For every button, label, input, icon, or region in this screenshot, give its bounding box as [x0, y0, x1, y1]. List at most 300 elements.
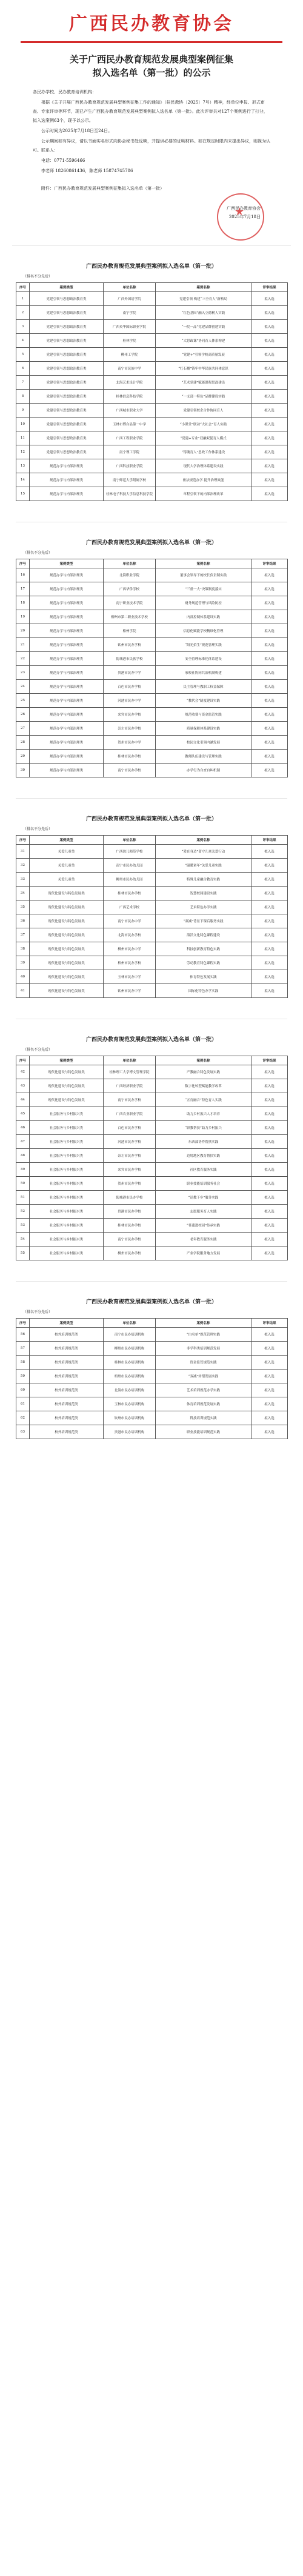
table-cell: 59	[16, 1370, 30, 1383]
table-cell: 21	[16, 638, 30, 652]
table-cell: 现代化建设与特色发展类	[30, 970, 104, 984]
table-cell: 志愿服务育人实践	[156, 1205, 251, 1219]
column-header: 单位名称	[104, 1319, 156, 1328]
table-cell: 拟入选	[251, 873, 288, 887]
table-cell: 12	[16, 445, 30, 459]
page-separator	[16, 1281, 287, 1282]
table-cell: 拟入选	[251, 722, 288, 736]
column-header: 序号	[16, 559, 30, 568]
column-header: 案例名称	[156, 836, 251, 845]
table-cell: 拟入选	[251, 845, 288, 859]
table-cell: 体育特色发展实践	[156, 970, 251, 984]
table-cell: 27	[16, 722, 30, 736]
table-cell: 拟入选	[251, 1079, 288, 1093]
table-cell: 贺州市民办中学	[104, 736, 156, 750]
table-cell: 职业技能培训服务社会	[156, 1177, 251, 1191]
table-cell: 党建引领与思想政治教育类	[30, 418, 104, 431]
table-cell: 贵港市民办中学	[104, 666, 156, 680]
table-cell: 拟入选	[251, 1191, 288, 1205]
column-header: 序号	[16, 836, 30, 845]
table-cell: 20	[16, 624, 30, 638]
table-header-row	[16, 283, 288, 292]
table-cell: 来宾市民办学校	[104, 1163, 156, 1177]
table-cell: 拟入选	[251, 859, 288, 873]
table-cell: 40	[16, 970, 30, 984]
table-cell: 拟入选	[251, 942, 288, 956]
table-cell: 党建引领与思想政治教育类	[30, 362, 104, 376]
table-cell: 南宁市民办学校	[104, 1093, 156, 1107]
table-row	[16, 708, 288, 722]
table-row	[16, 1328, 288, 1342]
section-subtitle: （排名不分先后）	[23, 1048, 53, 1052]
table-row	[16, 1356, 288, 1370]
table-cell: 艺术培训规范办学实践	[156, 1383, 251, 1397]
attachment-sections	[0, 262, 303, 1439]
column-header: 评审结果	[251, 1319, 288, 1328]
section-title: 广西民办教育规范发展典型案例拟入选名单（第一批）	[85, 1037, 217, 1043]
table-cell: 老年教育服务实践	[156, 1233, 251, 1246]
table-cell: 23	[16, 666, 30, 680]
table-cell: 28	[16, 736, 30, 750]
column-header: 单位名称	[104, 1056, 156, 1065]
table-cell: 55	[16, 1246, 30, 1260]
table-cell: 拟入选	[251, 764, 288, 777]
table-row	[16, 942, 288, 956]
section-subtitle: （排名不分先后）	[23, 827, 53, 831]
table-cell: 广西科技职业学院	[104, 459, 156, 473]
table-header-row	[16, 1056, 288, 1065]
table-cell: 梧州市民办培训机构	[104, 1370, 156, 1383]
column-header: 单位名称	[104, 836, 156, 845]
table-cell: 柳州工学院	[104, 348, 156, 362]
table-cell: 教师队伍建设与管理实践	[156, 750, 251, 764]
table-cell: “非遗进校园”传承实践	[156, 1219, 251, 1233]
table-row	[16, 1246, 288, 1260]
table-cell: 拟入选	[251, 390, 288, 404]
attachment-section	[16, 538, 287, 799]
table-cell: 拟入选	[251, 1246, 288, 1260]
column-header: 评审结果	[251, 283, 288, 292]
table-cell: 32	[16, 859, 30, 873]
table-cell: 规范办学与内部治理类	[30, 582, 104, 596]
table-cell: 规范办学与内部治理类	[30, 708, 104, 722]
table-cell: 产业学院服务地方发展	[156, 1246, 251, 1260]
table-cell: 关爱儿童类	[30, 873, 104, 887]
notice-body	[33, 88, 270, 193]
table-cell: 现代化建设与特色发展类	[30, 984, 104, 998]
table-cell: 63	[16, 1425, 30, 1439]
table-cell: 党建引领与思想政治教育类	[30, 445, 104, 459]
table-cell: 拟入选	[251, 1356, 288, 1370]
table-cell: 信息化赋能学校精细化管理	[156, 624, 251, 638]
table-cell: 拟入选	[251, 292, 288, 306]
title-line-1: 关于广西民办教育规范发展典型案例征集	[69, 54, 233, 65]
table-row	[16, 306, 288, 320]
table-cell: “铸魂育人”思政工作体系建设	[156, 445, 251, 459]
table-cell: 拟入选	[251, 473, 288, 487]
table-cell: 拟入选	[251, 1093, 288, 1107]
table-cell: “大思政课”协同育人体系构建	[156, 334, 251, 348]
table-cell: 拟入选	[251, 666, 288, 680]
table-row	[16, 596, 288, 610]
red-divider	[21, 41, 282, 43]
table-cell: “红色基因”融入立德树人实践	[156, 306, 251, 320]
table-row	[16, 970, 288, 984]
table-cell: “红石榴”铸牢中华民族共同体意识	[156, 362, 251, 376]
table-row	[16, 418, 288, 431]
table-cell: 拟入选	[251, 1163, 288, 1177]
table-cell: 38	[16, 942, 30, 956]
table-cell: 57	[16, 1342, 30, 1356]
table-cell: “五育融合”特色育人实践	[156, 1093, 251, 1107]
table-cell: 现代化建设与特色发展类	[30, 942, 104, 956]
table-cell: 拟入选	[251, 334, 288, 348]
table-row	[16, 873, 288, 887]
table-cell: 54	[16, 1233, 30, 1246]
table-cell: 14	[16, 473, 30, 487]
table-cell: 北海市民办学校	[104, 928, 156, 942]
column-header: 序号	[16, 1319, 30, 1328]
table-cell: 劳动教育特色课程实践	[156, 956, 251, 970]
table-cell: 崇左市民办学校	[104, 1149, 156, 1163]
table-cell: 校外培训规范类	[30, 1328, 104, 1342]
table-cell: 党建引领与思想政治教育类	[30, 306, 104, 320]
table-cell: 51	[16, 1191, 30, 1205]
table-cell: 职业技能培训规范实践	[156, 1425, 251, 1439]
table-cell: 拟入选	[251, 306, 288, 320]
table-cell: 6	[16, 362, 30, 376]
table-cell: 30	[16, 764, 30, 777]
table-cell: 科技培训规范实践	[156, 1411, 251, 1425]
table-cell: 拟入选	[251, 348, 288, 362]
table-cell: 53	[16, 1219, 30, 1233]
table-row	[16, 362, 288, 376]
table-cell: 桂林市民办学校	[104, 887, 156, 900]
table-row	[16, 928, 288, 942]
table-cell: 防城港市民族学校	[104, 652, 156, 666]
table-row	[16, 1370, 288, 1383]
table-cell: 桂林理工大学博文管理学院	[104, 1065, 156, 1079]
table-cell: 规范办学与内部治理类	[30, 750, 104, 764]
table-cell: 党建引领与思想政治教育类	[30, 431, 104, 445]
table-cell: 安全管理标准化体系建设	[156, 652, 251, 666]
paragraph: 公示期间如有异议，请以书面实名形式向协会秘书处反映，并提供必要的证明材料。如在规定时限内未提出异议，则视为认可。联系人：	[33, 139, 270, 153]
table-row	[16, 638, 288, 652]
table-cell: 党建引领校企合作协同育人	[156, 404, 251, 418]
section-title: 广西民办教育规范发展典型案例拟入选名单（第一批）	[85, 816, 217, 822]
table-row	[16, 459, 288, 473]
signature-date: 2025年7月18日	[228, 215, 261, 219]
table-cell: 梧州学院	[104, 624, 156, 638]
table-cell: “党建+”引领学校高质量发展	[156, 348, 251, 362]
table-cell: 校外培训规范类	[30, 1342, 104, 1356]
table-cell: 36	[16, 914, 30, 928]
table-row	[16, 348, 288, 362]
table-cell: 现代大学治理体系建设实践	[156, 459, 251, 473]
table-cell: 党建引领与思想政治教育类	[30, 390, 104, 404]
table-cell: 章程引领下的内部治理改革	[156, 487, 251, 501]
table-row	[16, 582, 288, 596]
table-header-row	[16, 836, 288, 845]
table-cell: 社会服务与乡村振兴类	[30, 1233, 104, 1246]
table-cell: 61	[16, 1397, 30, 1411]
table-cell: “爱在身边”留守儿童关爱行动	[156, 845, 251, 859]
page-separator	[12, 245, 291, 246]
table-cell: 现代化建设与特色发展类	[30, 1093, 104, 1107]
table-cell: 拟入选	[251, 750, 288, 764]
table-cell: 桂林市民办培训机构	[104, 1356, 156, 1370]
table-cell: 拟入选	[251, 1205, 288, 1219]
table-cell: 南宁市民族中学	[104, 362, 156, 376]
table-cell: 62	[16, 1411, 30, 1425]
table-cell: “温暖童年”关爱儿童实践	[156, 859, 251, 873]
attachment-section	[16, 262, 287, 522]
table-cell: 数字化转型赋能教学改革	[156, 1079, 251, 1093]
column-header: 案例名称	[156, 1319, 251, 1328]
signature-org: 广西民办教育协会	[227, 206, 261, 211]
table-cell: 南宁市民办中学	[104, 914, 156, 928]
table-cell: 46	[16, 1121, 30, 1135]
table-cell: 河池市民办学校	[104, 1135, 156, 1149]
table-cell: 智慧校园建设实践	[156, 887, 251, 900]
table-cell: 52	[16, 1205, 30, 1219]
table-row	[16, 1425, 288, 1439]
table-row	[16, 487, 288, 501]
table-cell: 桂林电子科技大学信息科技学院	[104, 487, 156, 501]
table-cell: 依法规范办学 提升治理效能	[156, 473, 251, 487]
paragraph: 公示时间为2025年7月18日至24日。	[41, 128, 113, 133]
table-cell: 广西幼儿师范学校	[104, 845, 156, 859]
table-cell: 规范办学与内部治理类	[30, 652, 104, 666]
table-cell: 11	[16, 431, 30, 445]
table-cell: 资金监管规范实践	[156, 1356, 251, 1370]
table-cell: 拟入选	[251, 582, 288, 596]
column-header: 案例类型	[30, 1056, 104, 1065]
column-header: 案例类型	[30, 1319, 104, 1328]
table-cell: 拟入选	[251, 1065, 288, 1079]
column-header: 案例名称	[156, 1056, 251, 1065]
table-row	[16, 736, 288, 750]
table-row	[16, 1411, 288, 1425]
table-row	[16, 320, 288, 334]
table-row	[16, 722, 288, 736]
table-cell: 南宁职业技术学院	[104, 596, 156, 610]
table-cell: 规范收费与资金监管实践	[156, 708, 251, 722]
table-cell: 7	[16, 376, 30, 390]
table-cell: 党建引领 构建“三全育人”新格局	[156, 292, 251, 306]
table-cell: 拟入选	[251, 956, 288, 970]
table-cell: 10	[16, 418, 30, 431]
table-row	[16, 1107, 288, 1121]
table-cell: 社会服务与乡村振兴类	[30, 1121, 104, 1135]
table-cell: 拟入选	[251, 431, 288, 445]
table-cell: 南宁师范大学附属学校	[104, 473, 156, 487]
table-cell: 党建引领与思想政治教育类	[30, 292, 104, 306]
table-row	[16, 956, 288, 970]
table-cell: 18	[16, 596, 30, 610]
table-cell: 钦州市民办中学	[104, 984, 156, 998]
table-cell: “艺术党建”赋能课程思政建设	[156, 376, 251, 390]
table-cell: 39	[16, 956, 30, 970]
table-cell: 4	[16, 334, 30, 348]
table-cell: 社会服务与乡村振兴类	[30, 1219, 104, 1233]
table-cell: 党建引领与思想政治教育类	[30, 320, 104, 334]
table-cell: 社会服务与乡村振兴类	[30, 1163, 104, 1177]
table-cell: 43	[16, 1079, 30, 1093]
table-cell: 规范办学与内部治理类	[30, 624, 104, 638]
table-cell: 来宾市民办学校	[104, 708, 156, 722]
table-cell: 规范办学与内部治理类	[30, 736, 104, 750]
table-cell: 北海职业学院	[104, 568, 156, 582]
table-cell: 5	[16, 348, 30, 362]
table-cell: 规范办学与内部治理类	[30, 459, 104, 473]
table-row	[16, 1149, 288, 1163]
table-cell: 拟入选	[251, 404, 288, 418]
table-cell: 广西经济职业学院	[104, 1079, 156, 1093]
table-row	[16, 404, 288, 418]
table-cell: 广西英华国际职业学院	[104, 320, 156, 334]
table-cell: 广西外国语学院	[104, 292, 156, 306]
table-cell: 柳州市民办幼儿园	[104, 873, 156, 887]
table-cell: 贵港市民办培训机构	[104, 1425, 156, 1439]
table-cell: 非学科类培训规范发展	[156, 1342, 251, 1356]
table-cell: 拟入选	[251, 1342, 288, 1356]
candidates-table	[16, 1056, 288, 1260]
table-cell: 北海市民办培训机构	[104, 1383, 156, 1397]
table-cell: 25	[16, 694, 30, 708]
attachment-section	[16, 1297, 287, 1439]
table-cell: 规范办学与内部治理类	[30, 487, 104, 501]
table-cell: 规范办学与内部治理类	[30, 694, 104, 708]
table-cell: 拟入选	[251, 610, 288, 624]
table-cell: 校外培训规范类	[30, 1411, 104, 1425]
table-cell: 37	[16, 928, 30, 942]
column-header: 案例名称	[156, 283, 251, 292]
table-cell: 15	[16, 487, 30, 501]
attachment-note: 附件：广西民办教育规范发展典型案例征集拟入选名单（第一批）	[41, 186, 164, 191]
page-separator	[16, 798, 287, 799]
table-cell: 桂林信息科技学院	[104, 390, 156, 404]
table-cell: 拟入选	[251, 1328, 288, 1342]
candidates-table	[16, 835, 288, 998]
table-cell: 百色市民办学校	[104, 680, 156, 694]
table-cell: 50	[16, 1177, 30, 1191]
table-cell: 校外培训规范类	[30, 1397, 104, 1411]
table-cell: 社会服务与乡村振兴类	[30, 1107, 104, 1121]
table-cell: 19	[16, 610, 30, 624]
table-cell: 16	[16, 568, 30, 582]
table-cell: 关爱儿童类	[30, 859, 104, 873]
column-header: 序号	[16, 1056, 30, 1065]
table-cell: “职教帮扶”助力乡村振兴	[156, 1121, 251, 1135]
table-row	[16, 845, 288, 859]
table-cell: 60	[16, 1383, 30, 1397]
table-cell: 南宁市民办学校	[104, 764, 156, 777]
table-cell: “送教下乡”服务实践	[156, 1191, 251, 1205]
table-cell: 办学行为自查自纠机制	[156, 764, 251, 777]
table-cell: 17	[16, 582, 30, 596]
table-row	[16, 431, 288, 445]
table-cell: 家校社协同共治机制构建	[156, 666, 251, 680]
table-row	[16, 1135, 288, 1149]
table-cell: 29	[16, 750, 30, 764]
table-cell: 贺州市民办学校	[104, 1177, 156, 1191]
table-cell: 8	[16, 390, 30, 404]
table-cell: 拟入选	[251, 1411, 288, 1425]
table-cell: 现代化建设与特色发展类	[30, 887, 104, 900]
table-cell: 崇左市民办学校	[104, 722, 156, 736]
table-row	[16, 568, 288, 582]
table-cell: 1	[16, 292, 30, 306]
table-row	[16, 1219, 288, 1233]
table-row	[16, 984, 288, 998]
table-cell: 拟入选	[251, 487, 288, 501]
table-cell: 体育培训规范发展实践	[156, 1397, 251, 1411]
table-cell: 24	[16, 680, 30, 694]
column-header: 案例名称	[156, 559, 251, 568]
table-cell: 南宁学院	[104, 306, 156, 320]
table-cell: 规范办学与内部治理类	[30, 473, 104, 487]
table-cell: 拟入选	[251, 445, 288, 459]
table-cell: 22	[16, 652, 30, 666]
table-cell: 拟入选	[251, 1219, 288, 1233]
table-header-row	[16, 1319, 288, 1328]
table-cell: 质量保障体系建设实践	[156, 722, 251, 736]
table-cell: 规范办学与内部治理类	[30, 666, 104, 680]
column-header: 单位名称	[104, 559, 156, 568]
table-cell: 拟入选	[251, 1121, 288, 1135]
table-cell: 规范办学与内部治理类	[30, 722, 104, 736]
table-cell: 规范办学与内部治理类	[30, 764, 104, 777]
section-title: 广西民办教育规范发展典型案例拟入选名单（第一批）	[85, 1299, 217, 1305]
table-cell: 国际化特色办学实践	[156, 984, 251, 998]
section-title: 广西民办教育规范发展典型案例拟入选名单（第一批）	[85, 540, 217, 546]
table-cell: 33	[16, 873, 30, 887]
table-cell: 科技创新教育特色实践	[156, 942, 251, 956]
official-seal-icon	[217, 193, 264, 241]
table-row	[16, 900, 288, 914]
table-cell: 26	[16, 708, 30, 722]
table-cell: 社会服务与乡村振兴类	[30, 1205, 104, 1219]
table-cell: 艺术特色办学实践	[156, 900, 251, 914]
table-row	[16, 652, 288, 666]
table-cell: 13	[16, 459, 30, 473]
table-row	[16, 1233, 288, 1246]
attachment-section	[16, 814, 287, 1019]
table-cell: 44	[16, 1093, 30, 1107]
table-cell: 现代化建设与特色发展类	[30, 914, 104, 928]
table-cell: 广西城市职业大学	[104, 404, 156, 418]
table-cell: 拟入选	[251, 736, 288, 750]
table-cell: “党建+专业”双融双促育人模式	[156, 431, 251, 445]
table-cell: 校外培训规范类	[30, 1370, 104, 1383]
table-row	[16, 1065, 288, 1079]
table-cell: 桂林市民办学校	[104, 750, 156, 764]
table-cell: 社区教育服务实践	[156, 1163, 251, 1177]
table-cell: 桂林市民办学校	[104, 1219, 156, 1233]
table-cell: 42	[16, 1065, 30, 1079]
table-cell: 柳州市民办中学	[104, 942, 156, 956]
table-cell: 拟入选	[251, 1425, 288, 1439]
table-cell: “双减”背景下课后服务实践	[156, 914, 251, 928]
column-header: 案例类型	[30, 836, 104, 845]
table-row	[16, 750, 288, 764]
table-cell: 南宁市民办幼儿园	[104, 859, 156, 873]
table-row	[16, 1191, 288, 1205]
table-cell: 拟入选	[251, 1370, 288, 1383]
table-cell: 梧州市民办学校	[104, 956, 156, 970]
table-row	[16, 680, 288, 694]
